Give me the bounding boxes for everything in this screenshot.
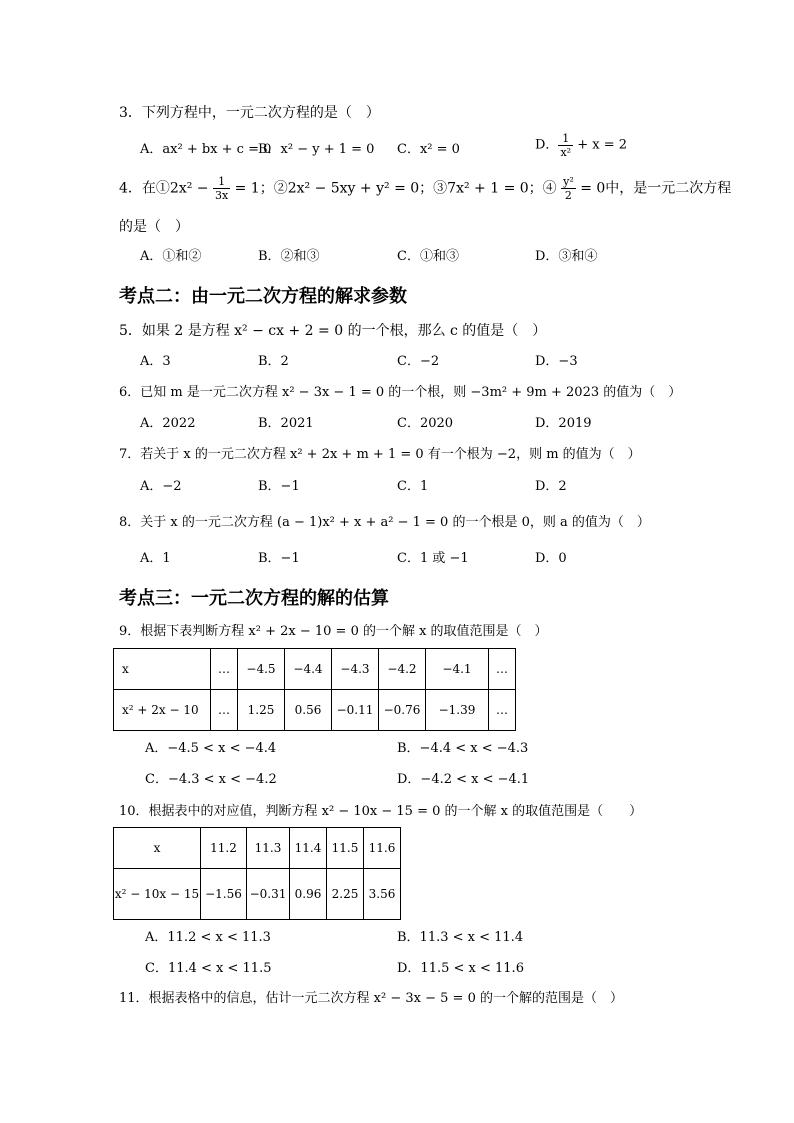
q4-stem (119, 175, 731, 202)
q4-fraction-1-den: 3x (214, 189, 229, 202)
table-cell: 11.4 (290, 828, 327, 869)
table-cell: x (114, 828, 201, 869)
table-cell: −1.39 (426, 690, 489, 731)
q10-option-c: C．11.4 < x < 11.5 (145, 961, 272, 976)
q3-option-d-prefix: D． (535, 137, 559, 153)
table-cell: 11.6 (364, 828, 401, 869)
table-cell: … (489, 649, 516, 690)
q4-option-a: A．①和② (140, 249, 202, 264)
q8-stem: 8．关于 x 的一元二次方程 (a − 1)x² + x + a² − 1 = 0 的一个根是 0，则 a 的值为（ ） (119, 515, 650, 530)
q5-stem: 5．如果 2 是方程 x² − cx + 2 = 0 的一个根，那么 c 的值是（ ） (119, 323, 547, 339)
table-cell: −4.2 (379, 649, 426, 690)
table-cell: −4.5 (238, 649, 285, 690)
q5-option-b: B．2 (258, 354, 289, 369)
q7-option-d: D．2 (535, 479, 567, 494)
table-cell: 1.25 (238, 690, 285, 731)
q7-option-a: A．−2 (140, 479, 182, 494)
q5-option-c: C．−2 (397, 354, 440, 369)
q5-option-d: D．−3 (535, 354, 578, 369)
q3-option-b: B．x² − y + 1 = 0 (258, 142, 375, 157)
table-cell: x (114, 649, 211, 690)
section-heading-3: 考点三：一元二次方程的解的估算 (119, 588, 389, 609)
q10-option-a: A．11.2 < x < 11.3 (145, 930, 271, 945)
q3-option-d-numerator: 1 (558, 132, 573, 146)
q10-table-row-x (114, 828, 401, 869)
q10-stem: 10．根据表中的对应值，判断方程 x² − 10x − 15 = 0 的一个解 x 的取值范围是（ ） (119, 804, 643, 819)
table-cell: −1.56 (201, 869, 247, 920)
q3-option-d-fraction (558, 132, 573, 159)
table-cell: x² − 10x − 15 (114, 869, 201, 920)
q4-part1: 4．在①2x² − (119, 180, 209, 197)
q10-option-b: B．11.3 < x < 11.4 (397, 930, 524, 945)
q7-option-b: B．−1 (258, 479, 300, 494)
q8-option-c: C．1 或 −1 (397, 551, 469, 566)
q3-stem: 3．下列方程中，一元二次方程的是（ ） (119, 105, 380, 121)
q4-fraction-2-den: 2 (564, 189, 572, 202)
q3-option-a: A．ax² + bx + c = 0 (140, 142, 272, 157)
q10-table (113, 827, 401, 920)
q9-table-row-fx (114, 690, 516, 731)
q3-option-d (535, 132, 627, 159)
q7-stem: 7．若关于 x 的一元二次方程 x² + 2x + m + 1 = 0 有一个根为 −2，则 m 的值为（ ） (119, 447, 641, 462)
q9-stem: 9．根据下表判断方程 x² + 2x − 10 = 0 的一个解 x 的取值范围是（ ） (119, 624, 548, 639)
q6-option-d: D．2019 (535, 416, 592, 431)
table-cell: 11.5 (327, 828, 364, 869)
q10-table-row-fx (114, 869, 401, 920)
q9-option-a: A．−4.5 < x < −4.4 (145, 741, 277, 756)
q3-option-d-denominator: x² (560, 146, 572, 159)
q4-part2: = 1；②2x² − 5xy + y² = 0；③7x² + 1 = 0；④ (234, 180, 557, 197)
table-cell: −4.3 (332, 649, 379, 690)
q9-table (113, 648, 516, 731)
table-cell: … (211, 649, 238, 690)
q3-option-d-suffix: + x = 2 (577, 137, 627, 153)
table-cell: −0.31 (247, 869, 290, 920)
table-cell: −4.4 (285, 649, 332, 690)
q4-fraction-1-num: 1 (213, 175, 230, 189)
q4-option-b: B．②和③ (258, 249, 320, 264)
q9-option-d: D．−4.2 < x < −4.1 (397, 772, 530, 787)
table-cell: 11.3 (247, 828, 290, 869)
q6-option-c: C．2020 (397, 416, 454, 431)
table-cell: −4.1 (426, 649, 489, 690)
q3-option-c: C．x² = 0 (397, 142, 460, 157)
table-cell: 2.25 (327, 869, 364, 920)
table-cell: … (489, 690, 516, 731)
table-cell: 0.96 (290, 869, 327, 920)
q5-option-a: A．3 (140, 354, 171, 369)
q4-fraction-2 (561, 175, 576, 202)
q9-option-b: B．−4.4 < x < −4.3 (397, 741, 529, 756)
q9-option-c: C．−4.3 < x < −4.2 (145, 772, 277, 787)
q6-option-b: B．2021 (258, 416, 314, 431)
q6-option-a: A．2022 (140, 416, 196, 431)
table-cell: −0.76 (379, 690, 426, 731)
table-cell: 0.56 (285, 690, 332, 731)
q4-option-c: C．①和③ (397, 249, 459, 264)
table-cell: −0.11 (332, 690, 379, 731)
q4-fraction-2-num: y² (563, 175, 574, 188)
table-cell: 11.2 (201, 828, 247, 869)
q10-option-d: D．11.5 < x < 11.6 (397, 961, 524, 976)
q4-fraction-1 (213, 175, 230, 202)
q7-option-c: C．1 (397, 479, 429, 494)
table-cell: … (211, 690, 238, 731)
q8-option-a: A．1 (140, 551, 171, 566)
q8-option-d: D．0 (535, 551, 567, 566)
table-cell: x² + 2x − 10 (114, 690, 211, 731)
q8-option-b: B．−1 (258, 551, 300, 566)
q4-stem-line2: 的是（ ） (119, 219, 189, 235)
q9-table-row-x (114, 649, 516, 690)
q4-option-d: D．③和④ (535, 249, 598, 264)
q11-stem: 11．根据表格中的信息，估计一元二次方程 x² − 3x − 5 = 0 的一个解的范围是（ ） (119, 991, 623, 1006)
section-heading-2: 考点二：由一元二次方程的解求参数 (119, 286, 407, 307)
q4-part3: = 0中，是一元二次方程 (580, 180, 732, 197)
table-cell: 3.56 (364, 869, 401, 920)
q6-stem: 6．已知 m 是一元二次方程 x² − 3x − 1 = 0 的一个根，则 −3m² + 9m + 2023 的值为（ ） (119, 385, 682, 400)
